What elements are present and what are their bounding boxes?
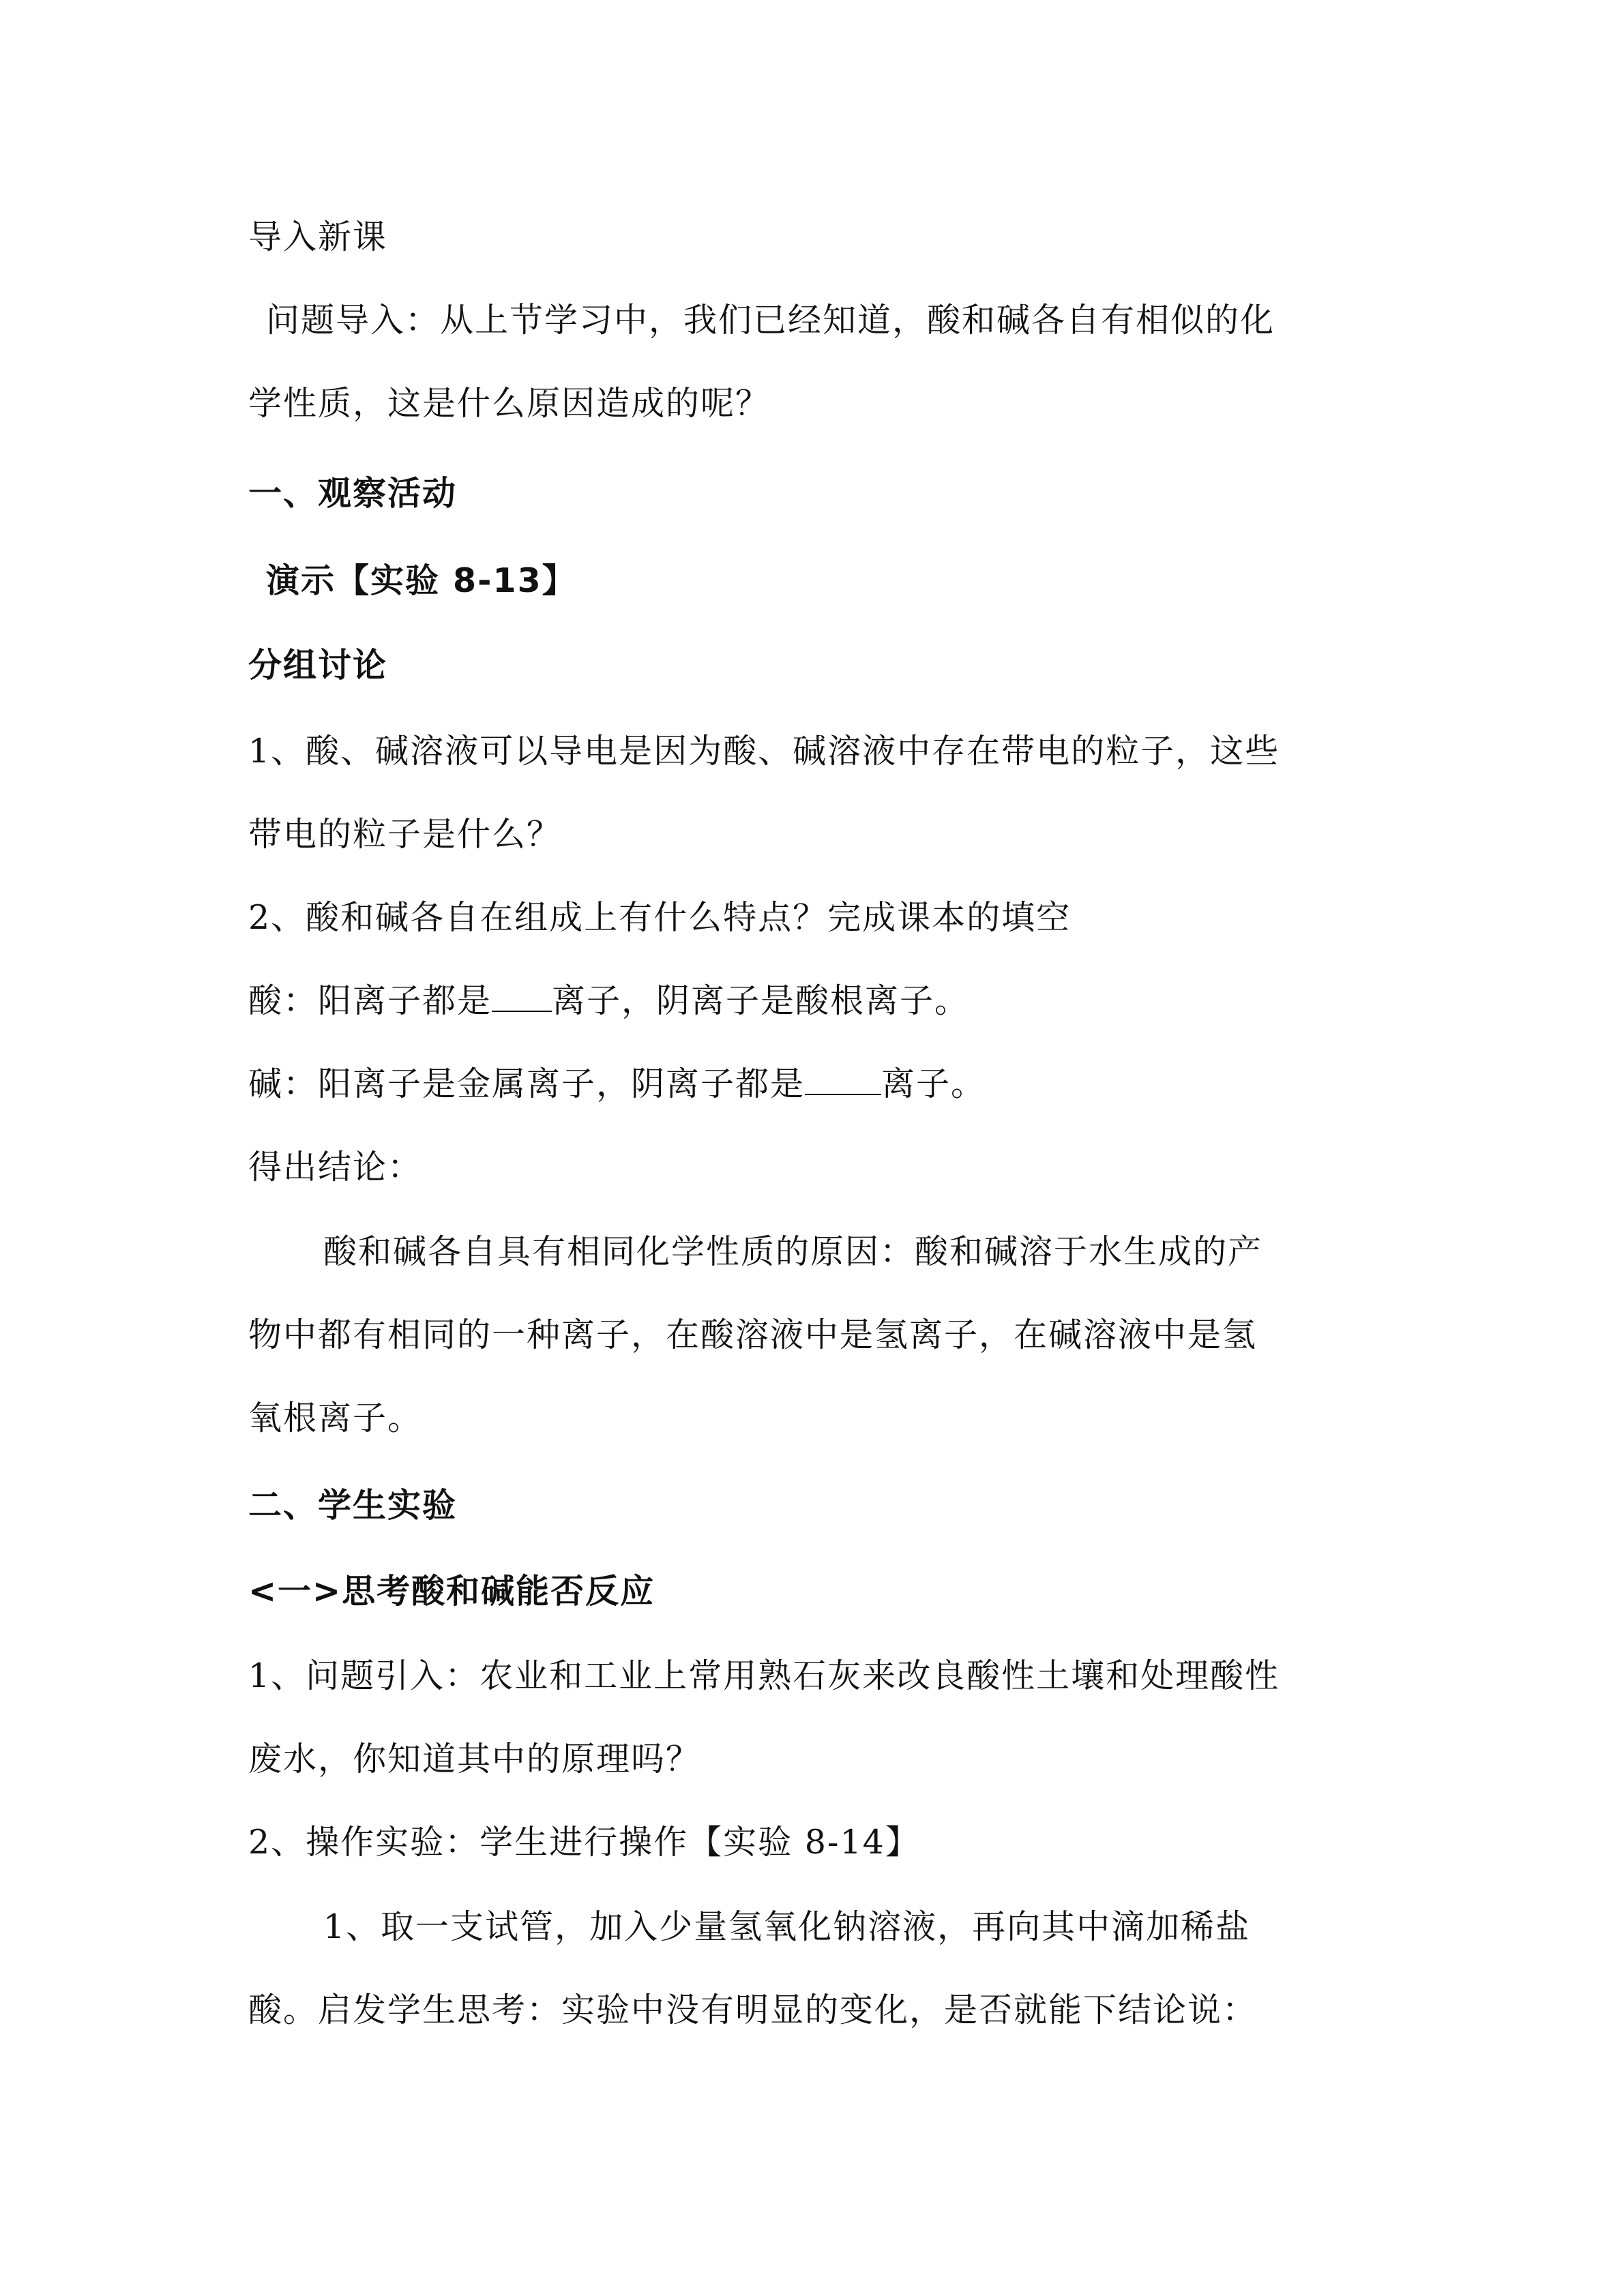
discussion-item-2: 2、酸和碱各自在组成上有什么特点？完成课本的填空 [248,898,1072,937]
group-discussion-heading: 分组讨论 [248,646,388,685]
base-fill-blank-before: 碱：阳离子是金属离子，阴离子都是 [248,1064,806,1103]
base-blank [805,1064,881,1095]
acid-blank [492,981,552,1012]
base-fill-blank-after: 离子。 [881,1064,986,1103]
problem-intro-line-2: 废水，你知道其中的原理吗？ [248,1740,701,1778]
operation-experiment-line: 2、操作实验：学生进行操作【实验 8-14】 [248,1823,920,1862]
step-1-line-1: 1、取一支试管，加入少量氢氧化钠溶液，再向其中滴加稀盐 [323,1907,1251,1946]
section-heading-student-experiment: 二、学生实验 [248,1486,458,1525]
conclusion-label: 得出结论： [248,1148,423,1187]
base-fill-blank [248,1064,986,1105]
step-1-line-2: 酸。启发学生思考：实验中没有明显的变化，是否就能下结论说： [248,1991,1258,2029]
question-intro-line-2: 学性质，这是什么原因造成的呢？ [248,384,771,423]
acid-fill-blank [248,981,969,1022]
discussion-item-1-line-1: 1、酸、碱溶液可以导电是因为酸、碱溶液中存在带电的粒子，这些 [248,732,1280,771]
subsection-heading-acid-base-reaction: <一>思考酸和碱能否反应 [248,1572,655,1611]
demo-experiment-heading: 演示【实验 8-13】 [266,561,577,600]
question-intro-line-1: 问题导入：从上节学习中，我们已经知道，酸和碱各自有相似的化 [266,301,1275,340]
acid-fill-blank-before: 酸：阳离子都是 [248,981,492,1020]
discussion-item-1-line-2: 带电的粒子是什么？ [248,815,562,854]
acid-fill-blank-after: 离子，阴离子是酸根离子。 [552,981,970,1020]
problem-intro-line-1: 1、问题引入：农业和工业上常用熟石灰来改良酸性土壤和处理酸性 [248,1656,1280,1695]
conclusion-line-2: 物中都有相同的一种离子，在酸溶液中是氢离子，在碱溶液中是氢 [248,1315,1258,1354]
conclusion-line-1: 酸和碱各自具有相同化学性质的原因：酸和碱溶于水生成的产 [323,1232,1263,1271]
section-heading-observation: 一、观察活动 [248,474,458,513]
section-heading-intro: 导入新课 [248,218,388,256]
conclusion-line-3: 氧根离子。 [248,1399,423,1437]
